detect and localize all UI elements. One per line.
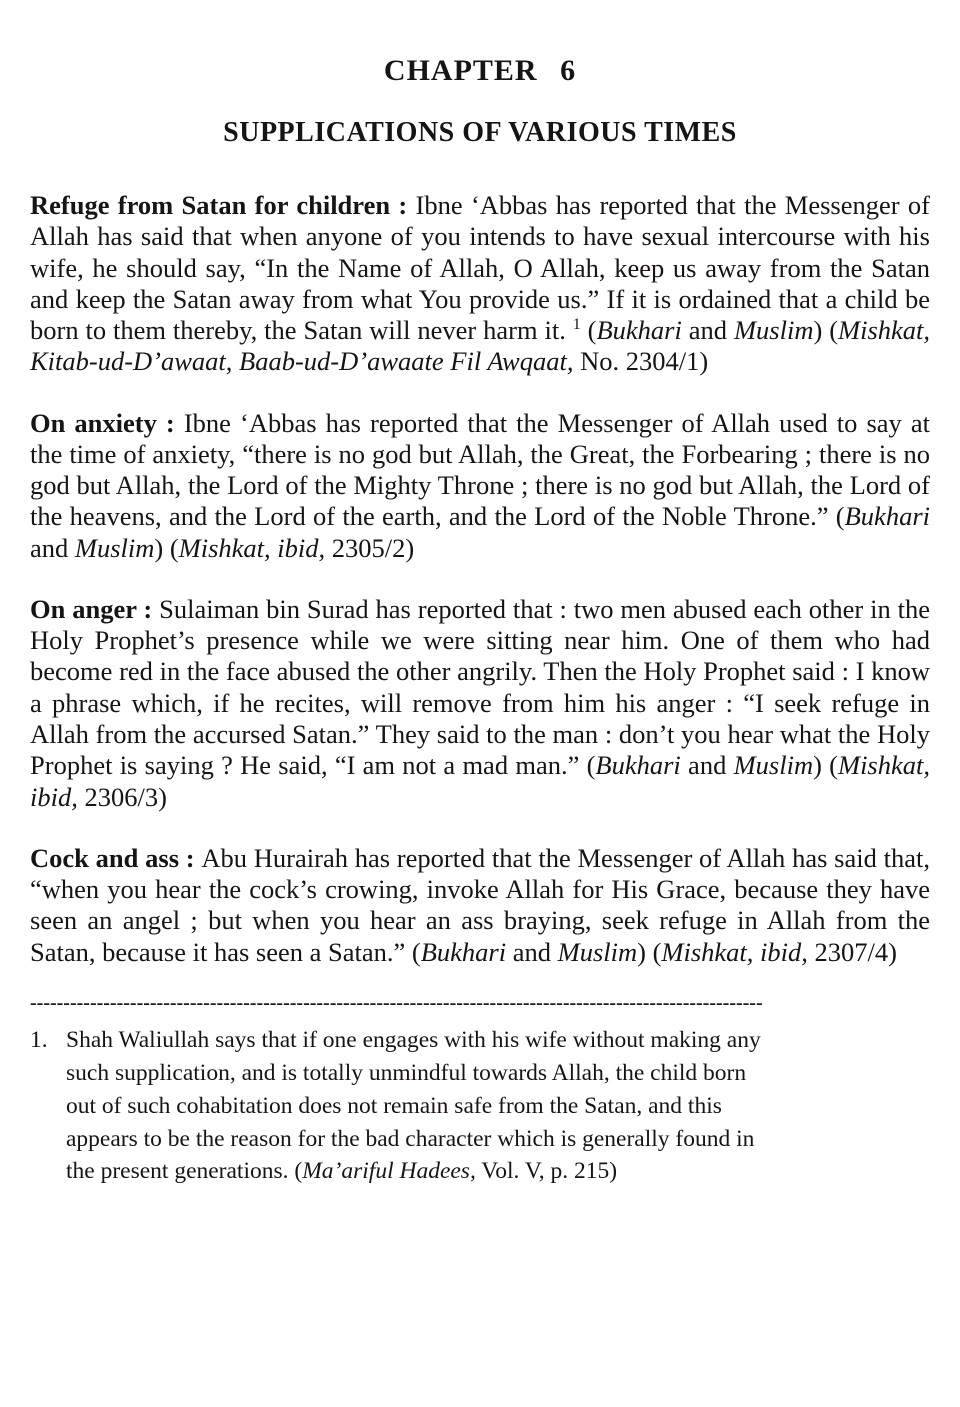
- text-segment: Refuge from Satan for children :: [30, 190, 416, 220]
- text-segment: Muslim: [733, 315, 814, 346]
- text-segment: No. 2304/1): [573, 346, 709, 377]
- paragraph-cock-and-ass: [30, 843, 930, 968]
- text-segment: On anger :: [30, 593, 160, 624]
- text-segment: Ibne ‘Abbas has reported that the Messenger of Allah used to say at the time of anxiety, “there is no god but Allah, the Great, the Forbearing ; there is no god but Allah, the Lord of the Mighty Throne ; there is no god but Allah, the Lord of the heavens, and the Lord of the earth, and the Lord of the Noble Throne.” (: [30, 407, 930, 532]
- text-segment: Bukhari: [595, 750, 681, 781]
- text-segment: Shah Waliullah says that if one engages with his wife without making any such supplication, and is totally unmindful towards Allah, the child born out of such cohabitation does not remain safe from the Satan, and this appears to be the reason for the bad character which is generally found in the present generations. (: [66, 1026, 761, 1185]
- text-segment: Abu Hurairah has reported that the Messenger of Allah has said that, “when you hear the cock’s crowing, invoke Allah for His Grace, because they have seen an angel ; but when you hear an ass braying, seek refuge in Allah from the Satan, because it has seen a Satan.” (: [30, 842, 930, 967]
- text-segment: ) (: [813, 750, 838, 781]
- text-segment: On anxiety :: [30, 407, 184, 438]
- text-segment: and: [681, 315, 734, 346]
- text-segment: Vol. V, p. 215): [475, 1158, 618, 1185]
- text-segment: ) (: [813, 315, 839, 346]
- section-heading: SUPPLICATIONS OF VARIOUS TIMES: [223, 117, 737, 148]
- document-page: [0, 54, 960, 1188]
- text-segment: Muslim: [557, 936, 638, 967]
- text-segment: Cock and ass :: [30, 842, 202, 873]
- text-segment: 1: [572, 316, 581, 334]
- text-segment: Mishkat, Kitab-ud-D’awaat, Baab-ud-D’awaate Fil Awqaat,: [30, 315, 931, 377]
- text-segment: 2307/4): [807, 936, 897, 967]
- text-segment: Muslim: [733, 750, 814, 781]
- text-segment: Bukhari: [420, 936, 507, 967]
- text-segment: Bukhari: [844, 501, 930, 532]
- text-segment: ) (: [637, 936, 662, 967]
- text-segment: (: [580, 315, 597, 346]
- text-segment: Bukhari: [596, 315, 682, 346]
- footnote-item: [30, 1024, 770, 1188]
- text-segment: and: [680, 750, 734, 781]
- text-segment: Mishkat, ibid,: [661, 936, 808, 967]
- paragraph-on-anxiety: [30, 408, 930, 564]
- text-segment: Mishkat, ibid,: [178, 532, 326, 563]
- text-segment: ) (: [154, 532, 179, 563]
- footnote-number: 1.: [30, 1026, 48, 1053]
- text-segment: 2305/2): [325, 532, 415, 563]
- text-segment: Mishkat, ibid,: [30, 750, 930, 812]
- chapter-heading: CHAPTER 6: [383, 54, 577, 87]
- text-segment: Ma’ariful Hadees,: [302, 1158, 476, 1185]
- text-segment: Ibne ‘Abbas has reported that the Messenger of Allah has said that when anyone of you intends to have sexual intercourse with his wife, he should say, “In the Name of Allah, O Allah, keep us away from the Satan and keep the Satan away from what You provide us.” If it is ordained that a child be born to them thereby, the Satan will never harm it.: [30, 190, 930, 346]
- text-segment: 2306/3): [77, 781, 167, 812]
- text-segment: and: [30, 532, 75, 563]
- footnote-divider: --------------------------------------------------------------------------------------------------------------: [30, 995, 763, 1010]
- text-segment: and: [506, 936, 558, 967]
- footnote-text: [66, 1024, 770, 1188]
- footnote-section: [30, 996, 770, 1188]
- text-segment: Sulaiman bin Surad has reported that : two men abused each other in the Holy Prophet’s presence while we were sitting near him. One of them who had become red in the face abused the other angrily. Then the Holy Prophet said : I know a phrase which, if he recites, will remove from him his anger : “I seek refuge in Allah from the accursed Satan.” They said to the man : don’t you hear what the Holy Prophet is saying ? He said, “I am not a mad man.” (: [30, 593, 930, 781]
- paragraph-refuge-from-satan-for-children: [30, 190, 930, 378]
- paragraph-on-anger: [30, 594, 930, 813]
- text-segment: Muslim: [74, 532, 155, 563]
